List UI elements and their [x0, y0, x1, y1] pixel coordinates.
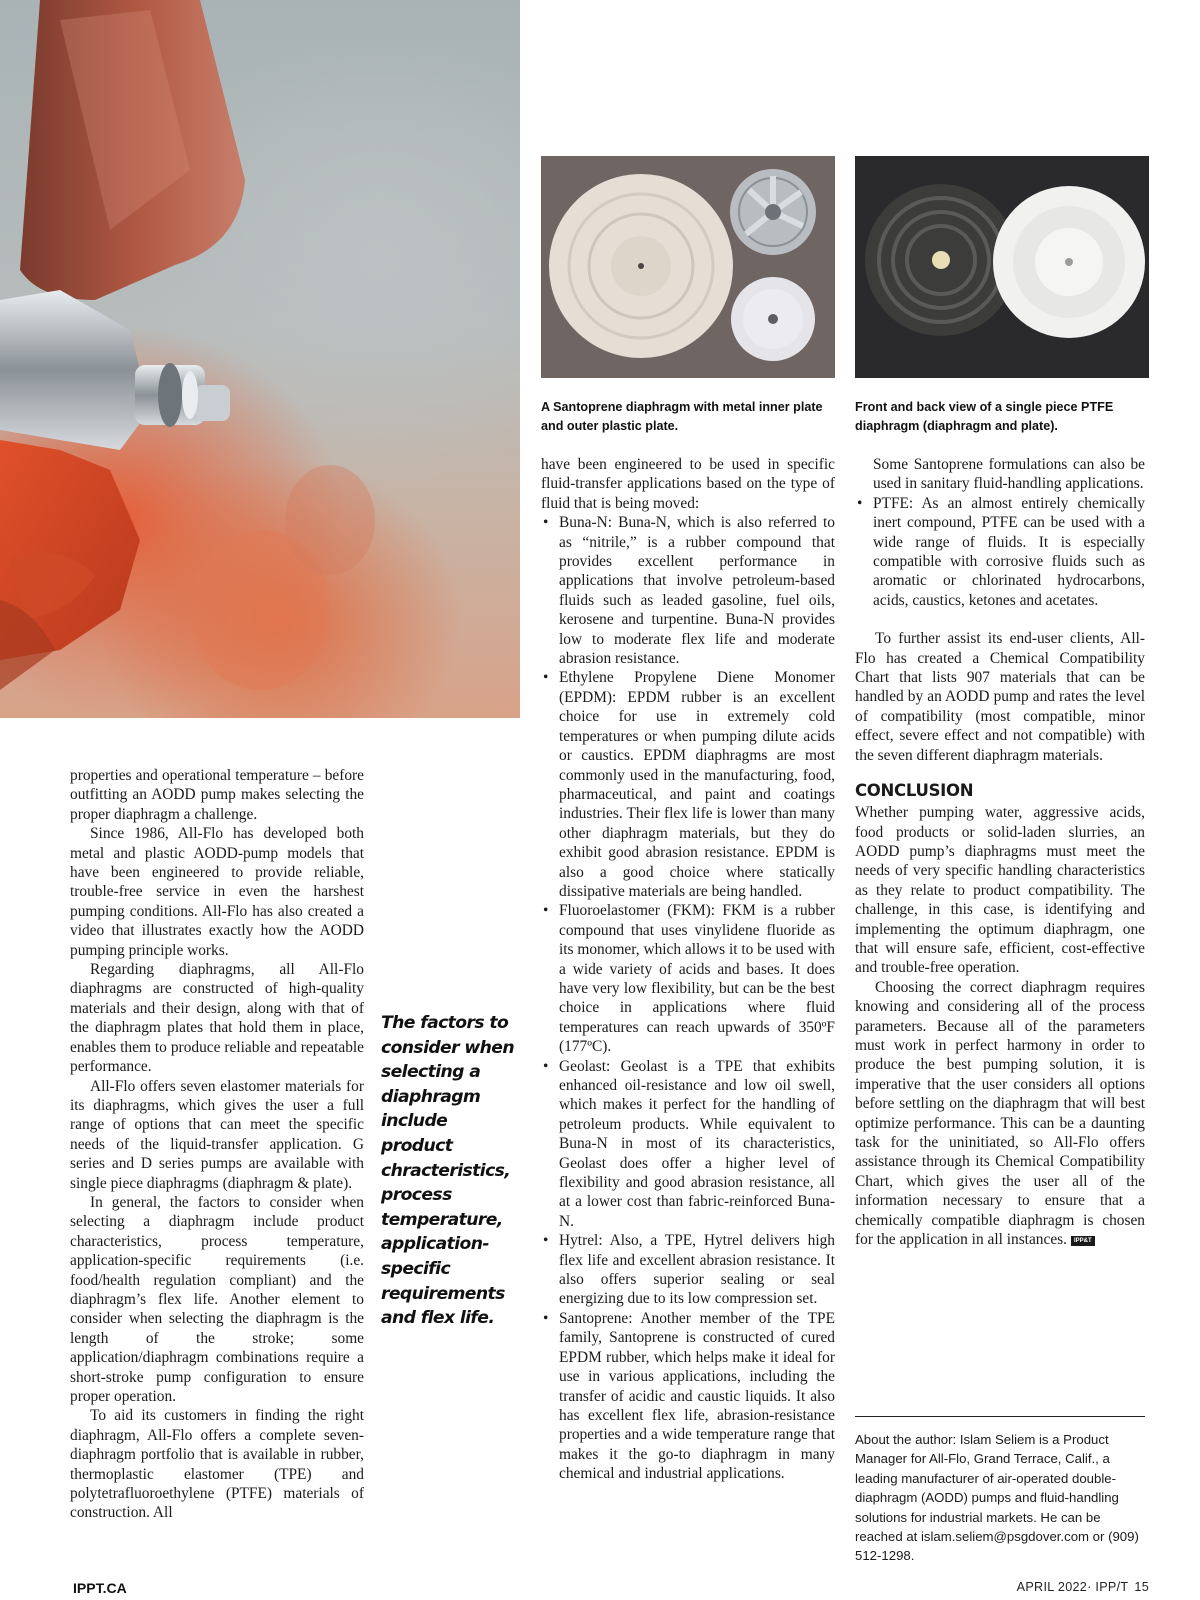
caption-santoprene-photo: A Santoprene diaphragm with metal inner plate and outer plastic plate.: [541, 400, 823, 433]
list-item: • Santoprene: Another member of the TPE family, Santoprene is constructed of cured EPDM rubber, which helps make it ideal for use in various applications, including the transfer of acidic and caustic liquids. It also has excellent flex life, abrasion-resistance properties and a wide temperature range that makes it the go-to diaphragm in many chemical and industrial applications.: [541, 1309, 835, 1484]
body-paragraph: Since 1986, All-Flo has developed both metal and plastic AODD-pump models that have been engineered to provide reliable, trouble-free service in even the harshest pumping conditions. All-Flo has also created a video that illustrates exactly how the AODD pumping principle works.: [70, 825, 364, 959]
list-item: • Ethylene Propylene Diene Monomer (EPDM): EPDM rubber is an excellent choice for use in extremely cold temperatures or when pumping dilute acids or caustics. EPDM diaphragms are most commonly used in the manufacturing, food, pharmaceutical, and paint and coatings industries. Their flex life is lower than many other diaphragm materials, but they do exhibit good abrasion resistance. EPDM is also a good choice where statically dissipative materials are being handled.: [541, 668, 835, 901]
diaphragm-materials-list: [541, 513, 835, 1483]
caption-ptfe-photo: Front and back view of a single piece PTFE diaphragm (diaphragm and plate).: [855, 400, 1114, 433]
body-paragraph: Regarding diaphragms, all All-Flo diaphragms are constructed of high-quality materials and their design, along with that of the diaphragm plates that hold them in place, enables them to produce reliable and repeatable performance.: [70, 961, 364, 1076]
list-item: • PTFE: As an almost entirely chemically inert compound, PTFE can be used with a wide range of fluids. It is especially compatible with corrosive fluids such as aromatic or chlorinated hydrocarbons, acids, caustics, ketones and acetates.: [855, 494, 1145, 610]
body-paragraph-text: Choosing the correct diaphragm requires knowing and considering all of the process parameters. Because all of the parameters must work in perfect harmony in order to produce the best pumping solution, it is imperative that the user considers all options before settling on the diaphragm that will best optimize performance. This can be a daunting task for the uninitiated, so All-Flo offers assistance through its Chemical Compatibility Chart, which gives the user all of the information necessary to ensure that a chemically compatible diaphragm is chosen for the application in all instances.: [855, 978, 1145, 1249]
body-paragraph: have been engineered to be used in specific fluid-transfer applications based on the type of fluid that is being moved:: [541, 456, 835, 512]
list-item: • Hytrel: Also, a TPE, Hytrel delivers high flex life and excellent abrasion resistance. It also offers superior sealing or seal energizing due to its low compression set.: [541, 1231, 835, 1309]
page-number: 15: [1134, 1580, 1149, 1594]
footer-site: IPPT.CA: [73, 1580, 127, 1596]
body-paragraph: To aid its customers in finding the right diaphragm, All-Flo offers a complete seven-diaphragm portfolio that is available in rubber, thermoplastic elastomer (TPE) and polytetrafluoroethylene (PTFE) materials of construction. All: [70, 1407, 364, 1522]
section-heading: CONCLUSION: [855, 781, 974, 801]
diaphragm-materials-list: [855, 494, 1145, 610]
article-column-1: [70, 766, 364, 1523]
body-paragraph: Whether pumping water, aggressive acids, food products or solid-laden slurries, an AODD pump’s diaphragms must meet the needs of very specific handling characteristics as they relate to product compatibility. The challenge, in this case, is identifying and implementing the optimum diaphragm, one that will ensure safe, efficient, cost-effective and trouble-free operation.: [855, 804, 1145, 977]
footer-folio: [1011, 1580, 1149, 1594]
photo-santoprene-diaphragm: [541, 156, 835, 378]
body-paragraph: All-Flo offers seven elastomer materials for its diaphragms, which gives the user a full range of options that can meet the specific needs of the liquid-transfer application. G series and D series pumps are available with single piece diaphragms (diaphragm & plate).: [70, 1077, 364, 1192]
list-item: • Geolast: Geolast is a TPE that exhibits enhanced oil-resistance and low oil swell, which makes it perfect for the handling of petroleum products. While equivalent to Buna-N in most of its characteristics, Geolast does offer a higher level of flexibility and good abrasion resistance, all at a lower cost than fabric-reinforced Buna-N.: [541, 1057, 835, 1232]
body-paragraph: To further assist its end-user clients, All-Flo has created a Chemical Compatibility Chart that lists 907 materials that can be handled by an AODD pump and rates the level of compatibility (most compatible, minor effect, severe effect and not compatible) with the seven different diaphragm materials.: [855, 630, 1145, 764]
hero-photo-spray-gun: [0, 0, 520, 718]
article-column-3: [855, 455, 1145, 1249]
article-column-2: [541, 455, 835, 1484]
end-mark-logo: IPP&T: [1071, 1236, 1095, 1246]
body-paragraph: In general, the factors to consider when selecting a diaphragm include product characteristics, process temperature, application-specific requirements (i.e. food/health regulation compliant) and the diaphragm’s flex life. Another element to consider when selecting the diaphragm is the length of the stroke; some application/diaphragm combinations require a short-stroke pump configuration to ensure proper operation.: [70, 1193, 364, 1405]
divider: [855, 1416, 1145, 1417]
photo-ptfe-diaphragm: [855, 156, 1149, 378]
list-item: • Buna-N: Buna-N, which is also referred to as “nitrile,” is a rubber compound that provides excellent performance in applications that involve petroleum-based fluids such as leaded gasoline, fuel oils, kerosene and turpentine. Buna-N provides low to moderate flex life and moderate abrasion resistance.: [541, 513, 835, 668]
footer-issue: APRIL 2022· IPP/T: [1016, 1580, 1129, 1594]
pull-quote: The factors to consider when selecting a diaphragm include product chracteristics, process temperature, application-specific requirements and flex life.: [381, 1013, 514, 1329]
body-paragraph: [855, 978, 1145, 1250]
body-paragraph: Some Santoprene formulations can also be used in sanitary fluid-handling applications.: [873, 456, 1145, 493]
body-paragraph: properties and operational temperature – before outfitting an AODD pump makes selecting the proper diaphragm a challenge.: [70, 767, 364, 823]
list-item: • Fluoroelastomer (FKM): FKM is a rubber compound that uses vinylidene fluoride as its monomer, which allows it to be used with a wide variety of acids and bases. It does have very low flexibility, but can be the best choice in applications where fluid temperatures can reach upwards of 350ºF (177ºC).: [541, 901, 835, 1056]
author-bio: About the author: Islam Seliem is a Product Manager for All-Flo, Grand Terrace, Calif., a leading manufacturer of air-operated double-diaphragm (AODD) pumps and fluid-handling solutions for industrial markets. He can be reached at islam.seliem@psgdover.com or (909) 512-1298.: [855, 1432, 1139, 1564]
